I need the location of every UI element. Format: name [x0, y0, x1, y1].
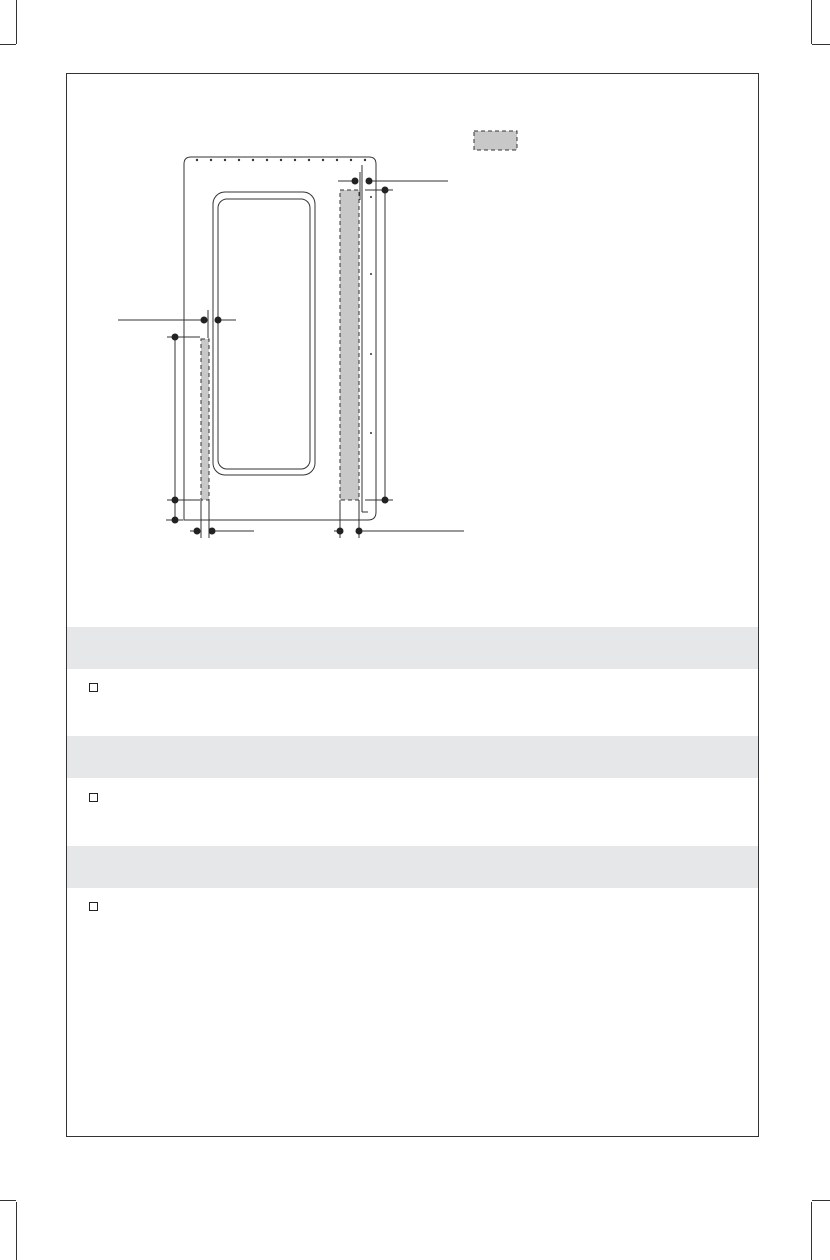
crop-mark	[0, 1200, 16, 1201]
section-header-band	[67, 736, 758, 778]
window-outer	[213, 192, 315, 475]
crop-mark	[811, 1202, 812, 1260]
section-header-band	[67, 846, 758, 888]
crop-mark	[16, 1202, 17, 1260]
door-diagram	[0, 0, 830, 600]
option-checkbox[interactable]	[89, 683, 98, 692]
option-checkbox[interactable]	[89, 902, 98, 911]
window-inner	[218, 199, 310, 469]
left-shaded-area	[201, 339, 209, 500]
section-header-band	[67, 627, 758, 669]
crop-mark	[812, 1200, 830, 1201]
legend-swatch-icon	[474, 131, 517, 150]
right-shaded-area	[340, 190, 359, 500]
option-checkbox[interactable]	[89, 793, 98, 802]
